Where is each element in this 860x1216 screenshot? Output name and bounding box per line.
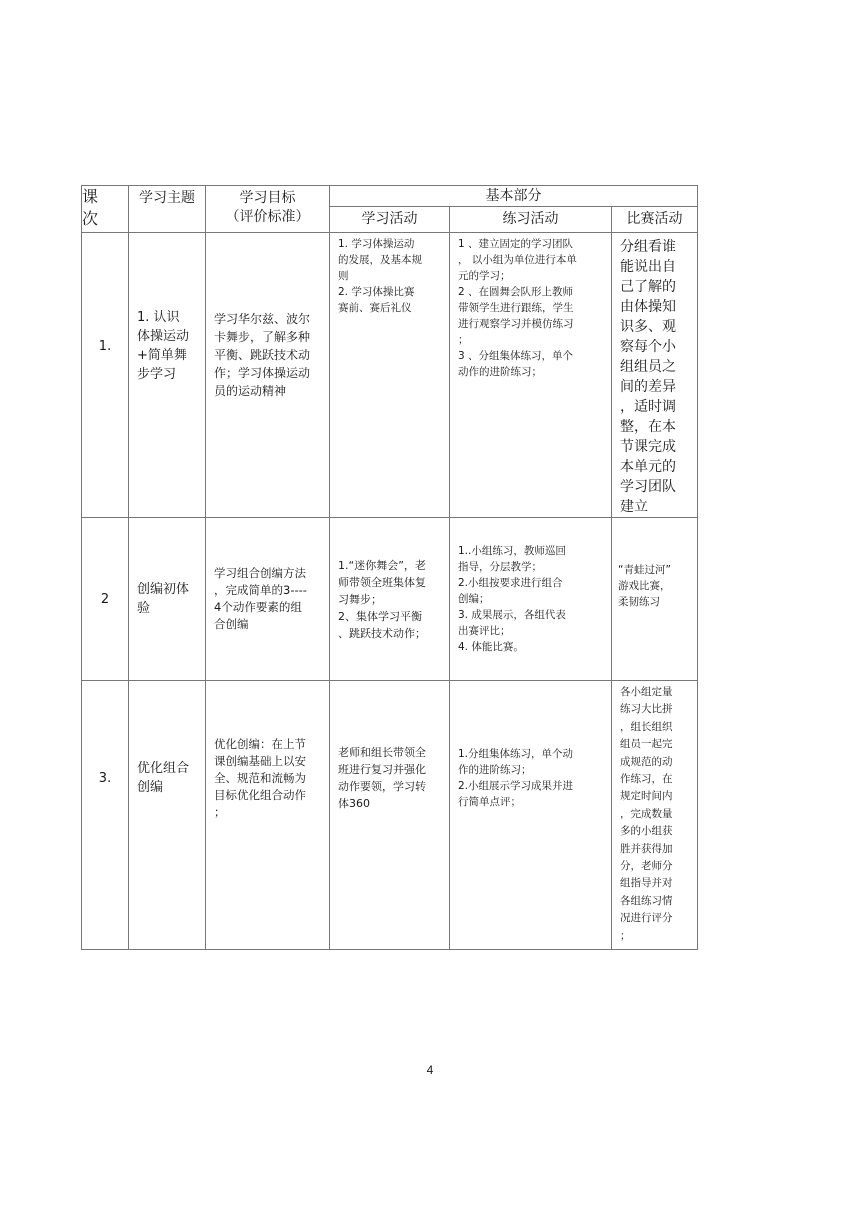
lesson-theme: 创编初体 验 (129, 518, 206, 681)
contest-activity: 各小组定量 练习大比拼 ，组长组织 组员一起完 成规范的动 作练习，在 规定时间内 ，完成数量 多的小组获 胜并获得加 分，老师分 组指导并对 各组练习情 况进行评分 ； (612, 681, 698, 950)
practice-activity: 1..小组练习，教师巡回 指导，分层教学； 2.小组按要求进行组合 创编； 3. 成果展示，各组代表 出赛评比； 4. 体能比赛。 (450, 518, 612, 681)
lesson-theme: 1. 认识 体操运动 +简单舞 步学习 (129, 233, 206, 518)
header-row-1 (82, 186, 698, 207)
lesson-plan-table (81, 185, 698, 950)
header-goal: 学习目标 （评价标准） (206, 186, 330, 233)
lesson-goal: 学习组合创编方法 ，完成简单的3---- 4个动作要素的组 合创编 (206, 518, 330, 681)
header-lesson-number: 课 次 (82, 186, 129, 233)
learning-activity: 1.“迷你舞会”，老 师带领全班集体复 习舞步； 2、集体学习平衡 、跳跃技术动作； (330, 518, 450, 681)
header-practice-activity: 练习活动 (450, 207, 612, 233)
lesson-number: 3. (82, 681, 129, 950)
lesson-number: 1. (82, 233, 129, 518)
table-row (82, 681, 698, 950)
practice-activity: 1 、建立固定的学习团队 ， 以小组为单位进行本单 元的学习； 2 、在圆舞会队形上教师 带领学生进行跟练，学生 进行观察学习并模仿练习 ； 3 、分组集体练习，单个 动作的进阶练习； (450, 233, 612, 518)
lesson-goal: 学习华尔兹、波尔 卡舞步，了解多种 平衡、跳跃技术动 作；学习体操运动 员的运动精神 (206, 233, 330, 518)
contest-activity: “青蛙过河” 游戏比赛， 柔韧练习 (612, 518, 698, 681)
header-contest-activity: 比赛活动 (612, 207, 698, 233)
contest-activity: 分组看谁 能说出自 己了解的 由体操知 识多、观 察每个小 组组员之 间的差异 ，适时调 整，在本 节课完成 本单元的 学习团队 建立 (612, 233, 698, 518)
practice-activity: 1.分组集体练习，单个动 作的进阶练习； 2.小组展示学习成果并进 行简单点评； (450, 681, 612, 950)
learning-activity: 1. 学习体操运动 的发展，及基本规 则 2. 学习体操比赛 赛前、赛后礼仪 (330, 233, 450, 518)
header-theme: 学习主题 (129, 186, 206, 233)
page-number: 4 (426, 1063, 434, 1077)
learning-activity: 老师和组长带领全 班进行复习并强化 动作要领，学习转 体360 (330, 681, 450, 950)
lesson-theme: 优化组合 创编 (129, 681, 206, 950)
header-learning-activity: 学习活动 (330, 207, 450, 233)
lesson-goal: 优化创编：在上节 课创编基础上以安 全、规范和流畅为 目标优化组合动作 ； (206, 681, 330, 950)
header-basic-part: 基本部分 (330, 186, 698, 207)
table-row (82, 518, 698, 681)
lesson-number: 2 (82, 518, 129, 681)
table-row (82, 233, 698, 518)
